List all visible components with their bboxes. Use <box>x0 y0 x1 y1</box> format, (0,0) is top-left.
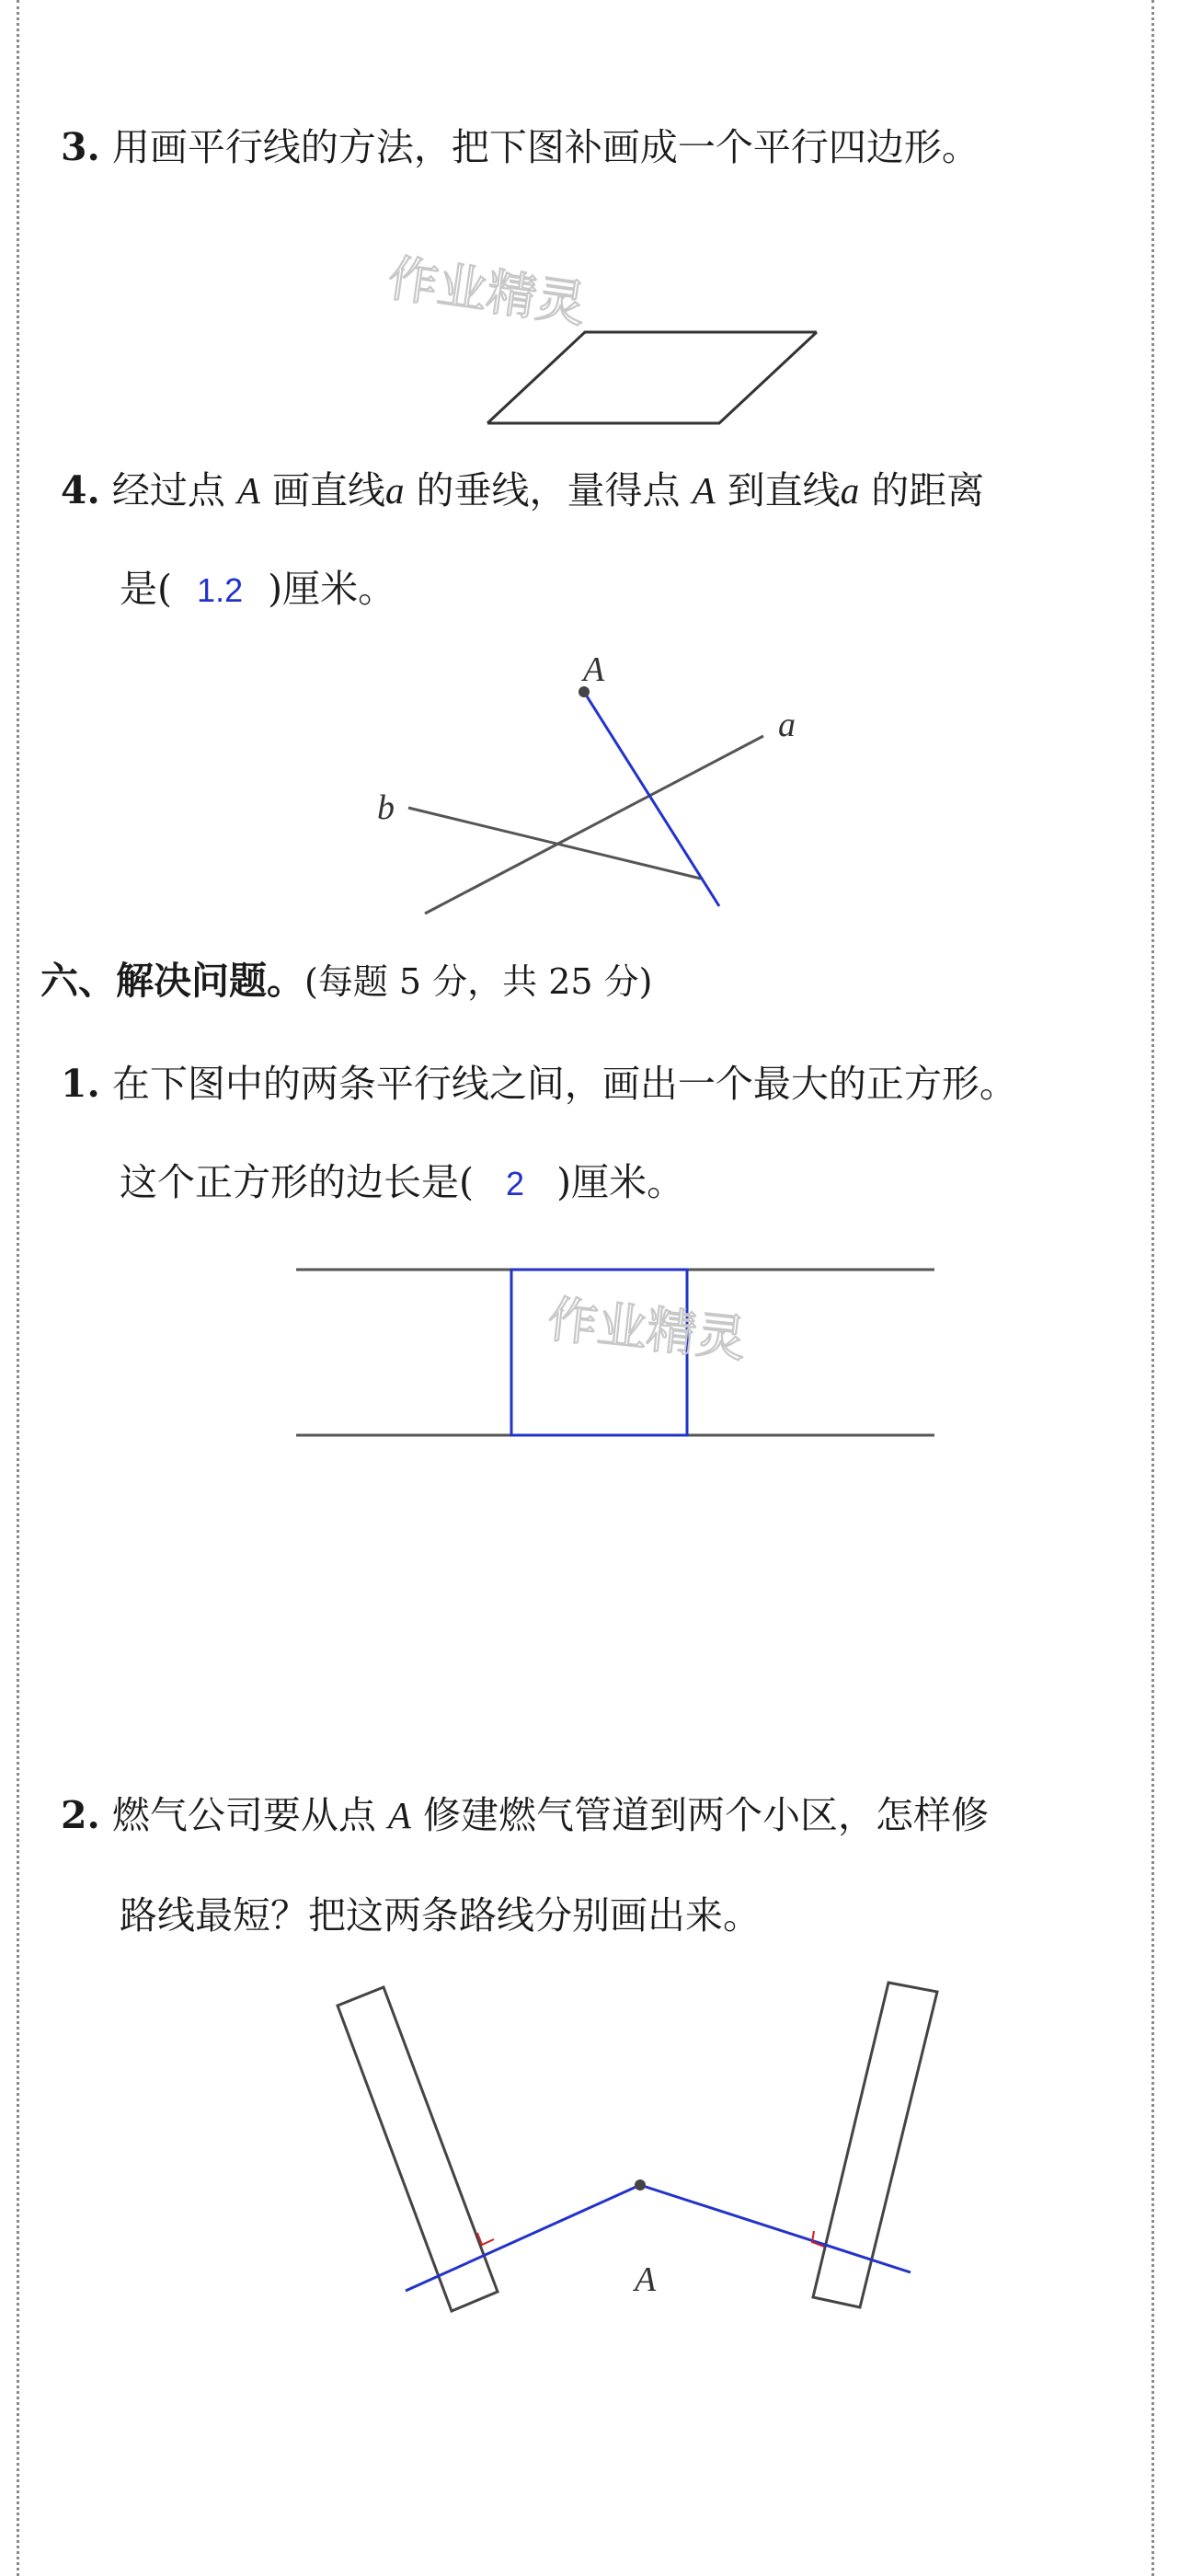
line-a-var: a <box>385 469 405 512</box>
line-b-label: b <box>377 788 395 827</box>
point-a-var: A <box>236 469 260 512</box>
pipe-to-right <box>640 2185 911 2272</box>
point-a-label: A <box>583 650 605 689</box>
question-text: 的距离 <box>871 468 985 512</box>
question-text: 到直线 <box>727 468 841 512</box>
question-text: 画直线 <box>272 468 385 512</box>
line-a-var: a <box>840 469 860 512</box>
answer-text: 2 <box>506 1165 525 1202</box>
section-title: 六、解决问题。 <box>40 959 304 1003</box>
line-a-label: a <box>778 706 796 744</box>
question-text: 路线最短？把这两条路线分别画出来。 <box>120 1893 761 1938</box>
blank-open: 是( <box>120 567 172 611</box>
question-number: 4. <box>61 468 100 512</box>
point-a-dot <box>635 2179 646 2191</box>
question-number: 1. <box>61 1062 100 1106</box>
watermark-text: 作业精灵 <box>544 1290 750 1369</box>
left-community-block <box>338 1987 498 2311</box>
pipe-to-left <box>406 2185 640 2291</box>
blank-open: 这个正方形的边长是( <box>120 1160 474 1204</box>
question-number: 3. <box>61 125 100 169</box>
question-number: 2. <box>61 1793 100 1837</box>
question-text: 经过点 <box>111 468 225 512</box>
point-a-label: A <box>635 2260 657 2299</box>
question-text: 的垂线，量得点 <box>416 468 681 512</box>
answer-text: 1.2 <box>197 571 244 609</box>
question-text: 燃气公司要从点 <box>111 1793 376 1837</box>
blank-close: )厘米。 <box>556 1160 685 1204</box>
question-text: 修建燃气管道到两个小区，怎样修 <box>423 1793 989 1837</box>
section-note: (每题 5 分，共 25 分) <box>304 961 653 1002</box>
point-a-var: A <box>387 1794 411 1836</box>
point-a-var: A <box>692 469 716 512</box>
question-text: 在下图中的两条平行线之间，画出一个最大的正方形。 <box>111 1062 1017 1106</box>
right-community-block <box>813 1983 937 2307</box>
question-text: 用画平行线的方法，把下图补画成一个平行四边形。 <box>111 125 980 169</box>
watermark-text: 作业精灵 <box>384 248 590 334</box>
blank-close: )厘米。 <box>268 567 396 611</box>
